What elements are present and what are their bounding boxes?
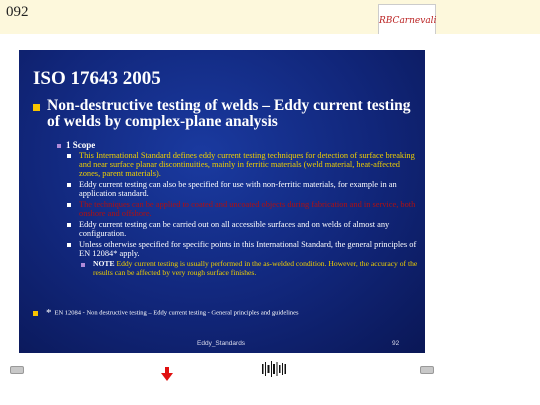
down-arrow-icon[interactable] xyxy=(161,367,173,381)
scope-heading xyxy=(57,140,95,150)
sub-bullet-icon xyxy=(57,144,61,148)
slide-footer-label: Eddy_Standards xyxy=(197,340,246,347)
scope-item-text: Eddy current testing can also be specified for use with non-ferritic materials, for example in an application standard. xyxy=(79,180,397,198)
scope-items xyxy=(67,151,423,277)
scope-item-text: Eddy current testing can be carried out on all accessible surfaces and on welds of almost any configuration. xyxy=(79,220,390,238)
note-text: Eddy current testing is usually performed in the as-welded condition. However, the accuracy of the results can be affected by very rough surface finishes. xyxy=(93,259,418,277)
footnote-star: * xyxy=(46,307,52,319)
scope-item-text: Unless otherwise specified for specific points in this International Standard, the general principles of EN 12084* apply. xyxy=(79,240,417,258)
next-slide-icon[interactable] xyxy=(420,366,434,374)
slide-footer-number: 92 xyxy=(392,340,400,347)
bullet-dot-icon xyxy=(67,223,71,227)
slide-title: ISO 17643 2005 xyxy=(33,68,161,89)
scope-item-text: This International Standard defines eddy current testing techniques for detection of surface breaking and near surface planar discontinuities, mainly in ferritic materials (weld material, heat-affected zones, parent materials). xyxy=(79,151,415,178)
bullet-square-icon xyxy=(33,104,40,111)
scope-item xyxy=(67,220,423,238)
footnote xyxy=(33,307,423,319)
bullet-dot-icon xyxy=(67,154,71,158)
scope-item xyxy=(67,240,423,258)
main-bullet xyxy=(33,98,413,130)
scope-item xyxy=(67,180,423,198)
scope-item-text: The techniques can be applied to coated and uncoated objects during fabrication and in service, both onshore and offshore. xyxy=(79,200,416,218)
footnote-bullet-icon xyxy=(33,311,38,316)
note-bullet-icon xyxy=(81,263,85,267)
scope-heading-text: 1 Scope xyxy=(66,140,96,150)
slide xyxy=(19,50,425,353)
scope-item xyxy=(67,151,423,178)
page-number: 092 xyxy=(6,4,29,20)
logo: RBCarnevali xyxy=(378,4,436,36)
scope-item xyxy=(67,200,423,218)
bullet-dot-icon xyxy=(67,203,71,207)
bullet-dot-icon xyxy=(67,183,71,187)
footnote-text: EN 12084 - Non destructive testing – Eddy current testing - General principles and guidelines xyxy=(54,309,299,317)
barcode-icon xyxy=(262,361,286,377)
prev-slide-icon[interactable] xyxy=(10,366,24,374)
note xyxy=(81,260,423,277)
bullet-dot-icon xyxy=(67,243,71,247)
note-label: NOTE xyxy=(93,259,115,268)
main-bullet-text: Non-destructive testing of welds – Eddy current testing of welds by complex-plane analysis xyxy=(47,97,411,130)
